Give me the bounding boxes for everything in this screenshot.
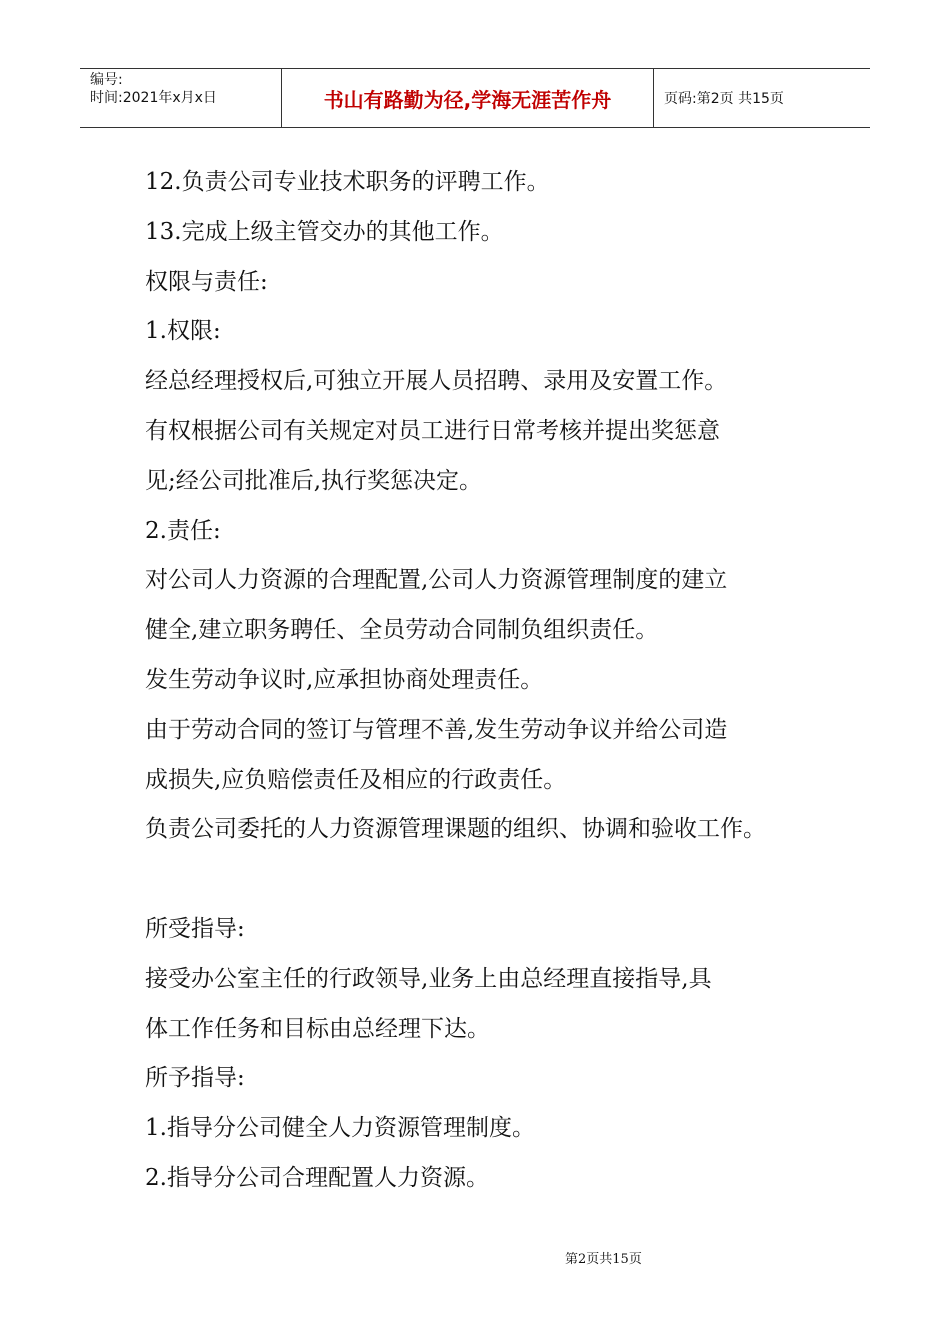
subsection-heading: 2.责任: (145, 517, 221, 544)
body-line: 成损失,应负赔偿责任及相应的行政责任。 (145, 766, 567, 793)
section-heading: 权限与责任: (145, 268, 268, 295)
body-line: 12.负责公司专业技术职务的评聘工作。 (145, 169, 550, 195)
subsection-heading: 1.权限: (145, 318, 221, 345)
body-line: 1.指导分公司健全人力资源管理制度。 (145, 1115, 535, 1142)
body-line: 13.完成上级主管交办的其他工作。 (145, 218, 504, 245)
document-body (145, 158, 845, 1204)
page-header (80, 68, 870, 128)
blank-line (145, 855, 845, 905)
body-line: 体工作任务和目标由总经理下达。 (145, 1015, 490, 1042)
body-line: 有权根据公司有关规定对员工进行日常考核并提出奖惩意 (145, 417, 720, 444)
document-time-label: 时间:2021年x月x日 (90, 90, 217, 106)
header-motto-cell (282, 69, 654, 127)
header-motto: 书山有路勤为径,学海无涯苦作舟 (323, 87, 612, 112)
header-page-info-cell (654, 69, 870, 127)
body-line: 发生劳动争议时,应承担协商处理责任。 (145, 666, 544, 693)
header-meta (80, 69, 282, 127)
section-heading: 所予指导: (145, 1065, 245, 1092)
body-line: 负责公司委托的人力资源管理课题的组织、协调和验收工作。 (145, 816, 766, 843)
body-line: 接受办公室主任的行政领导,业务上由总经理直接指导,具 (145, 965, 712, 992)
page-footer (0, 1248, 950, 1267)
body-line: 经总经理授权后,可独立开展人员招聘、录用及安置工作。 (145, 368, 728, 395)
body-line: 见;经公司批准后,执行奖惩决定。 (145, 467, 483, 494)
body-line: 2.指导分公司合理配置人力资源。 (145, 1164, 489, 1191)
body-line: 健全,建立职务聘任、全员劳动合同制负组织责任。 (145, 617, 659, 644)
document-number-label: 编号: (90, 72, 123, 88)
section-heading: 所受指导: (145, 915, 245, 942)
body-line: 由于劳动合同的签订与管理不善,发生劳动争议并给公司造 (145, 716, 728, 743)
footer-page-number: 第2页共15页 (565, 1252, 642, 1267)
body-line: 对公司人力资源的合理配置,公司人力资源管理制度的建立 (145, 567, 728, 594)
header-page-info: 页码:第2页 共15页 (664, 91, 784, 107)
